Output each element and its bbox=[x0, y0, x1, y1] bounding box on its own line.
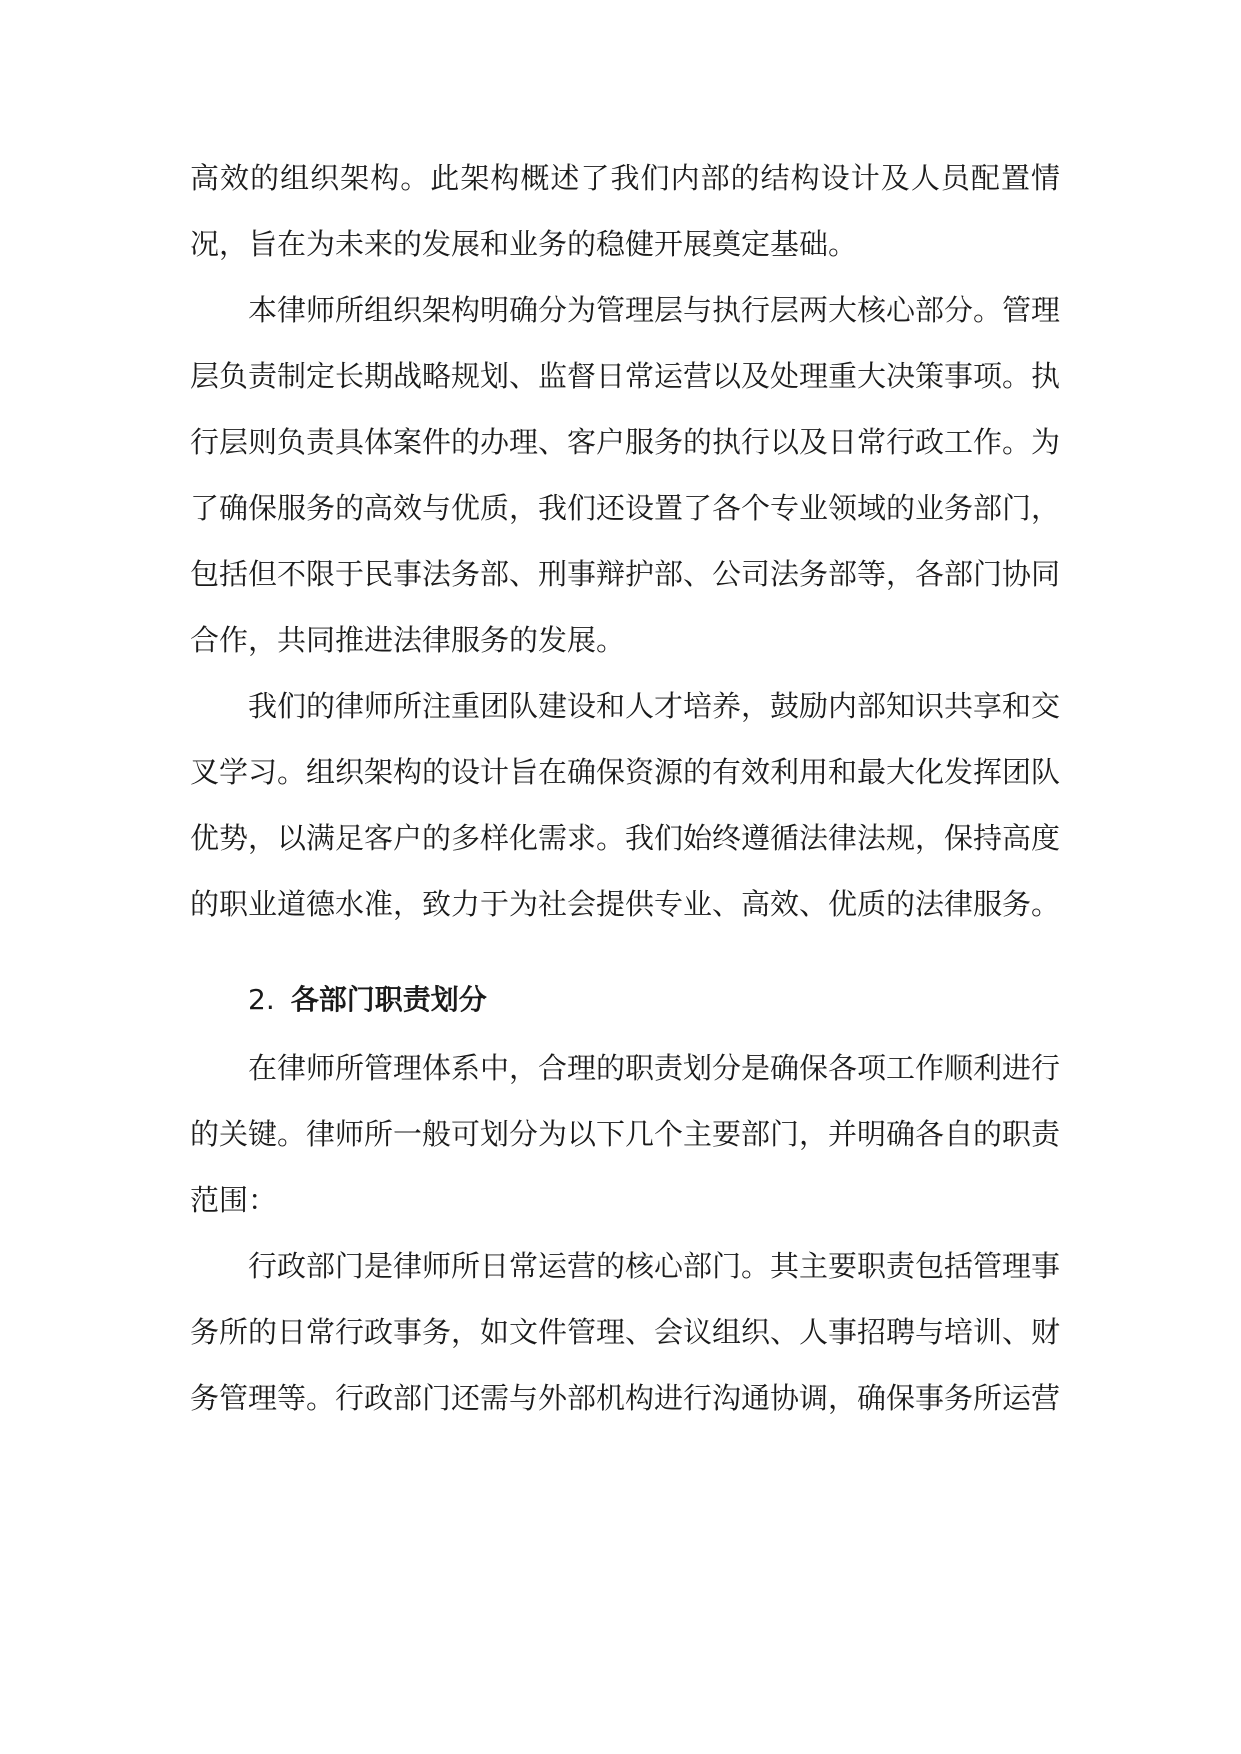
body-paragraph-5: 行政部门是律师所日常运营的核心部门。其主要职责包括管理事务所的日常行政事务，如文件管理、会议组织、人事招聘与培训、财务管理等。行政部门还需与外部机构进行沟通协调，确保事务所运营 bbox=[190, 1249, 1061, 1415]
section-number: 2. bbox=[248, 983, 275, 1016]
section-title: 各部门职责划分 bbox=[290, 983, 487, 1016]
document-body bbox=[190, 145, 1060, 1431]
body-paragraph-4: 在律师所管理体系中，合理的职责划分是确保各项工作顺利进行的关键。律师所一般可划分为以下几个主要部门，并明确各自的职责范围： bbox=[190, 1051, 1061, 1217]
body-paragraph-2: 本律师所组织架构明确分为管理层与执行层两大核心部分。管理层负责制定长期战略规划、监督日常运营以及处理重大决策事项。执行层则负责具体案件的办理、客户服务的执行以及日常行政工作。为了确保服务的高效与优质，我们还设置了各个专业领域的业务部门，包括但不限于民事法务部、刑事辩护部、公司法务部等，各部门协同合作，共同推进法律服务的发展。 bbox=[190, 293, 1061, 657]
body-paragraph-3: 我们的律师所注重团队建设和人才培养，鼓励内部知识共享和交叉学习。组织架构的设计旨在确保资源的有效利用和最大化发挥团队优势，以满足客户的多样化需求。我们始终遵循法律法规，保持高度的职业道德水准，致力于为社会提供专业、高效、优质的法律服务。 bbox=[190, 689, 1061, 921]
section-heading bbox=[190, 967, 1060, 1033]
body-paragraph-1: 高效的组织架构。此架构概述了我们内部的结构设计及人员配置情况，旨在为未来的发展和业务的稳健开展奠定基础。 bbox=[190, 161, 1060, 261]
